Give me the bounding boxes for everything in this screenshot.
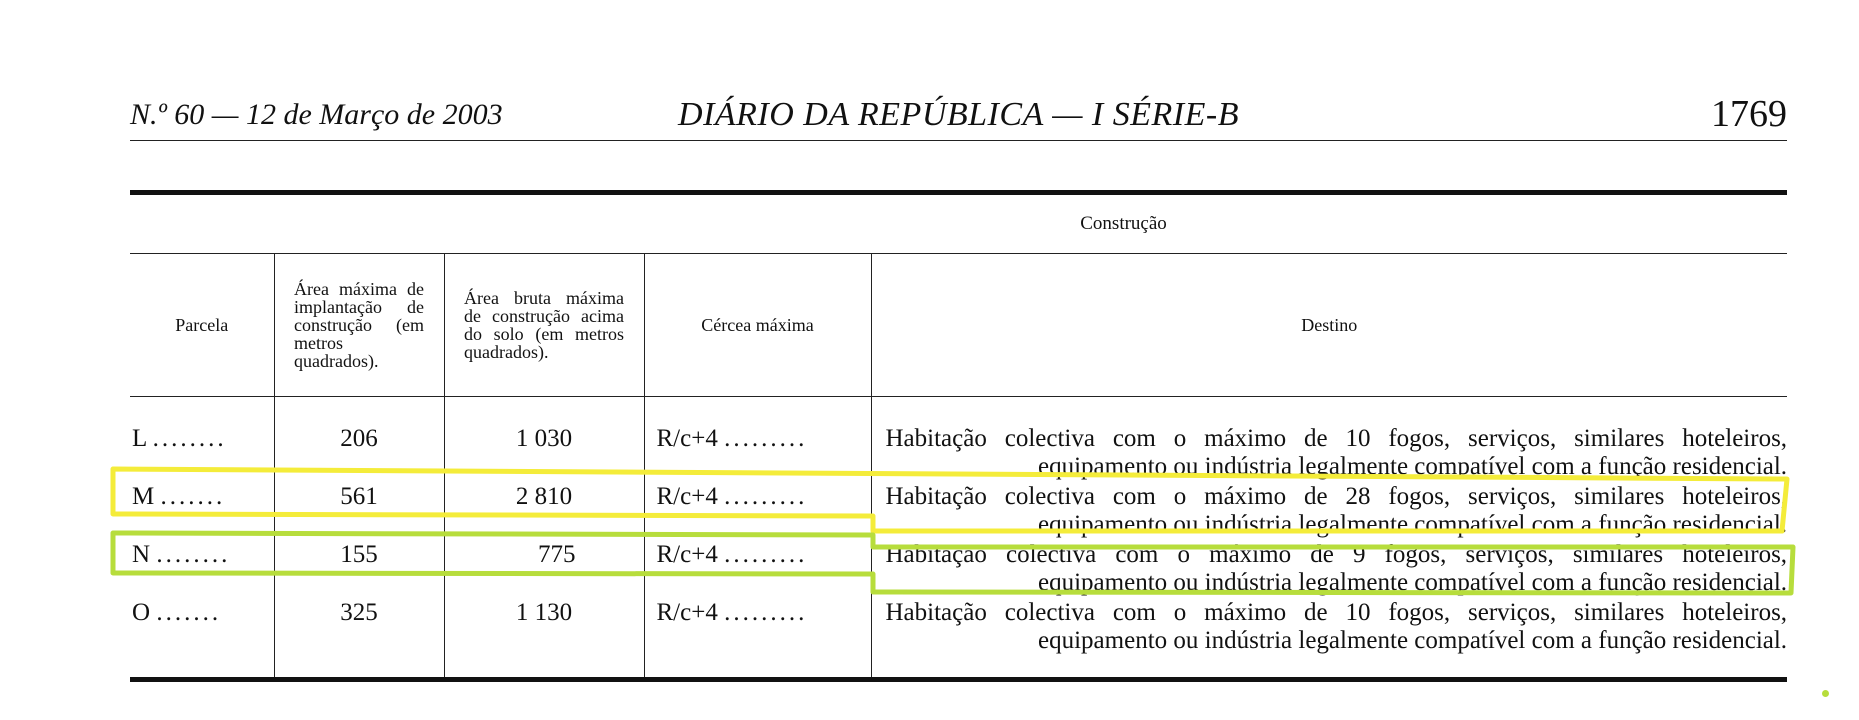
table-row [130,481,1787,539]
col-parcela: Parcela [130,254,274,397]
leader-dots: ......... [724,599,808,626]
col-destino: Destino [871,254,1787,397]
leader-dots: ......... [724,483,808,510]
group-header: Construção [130,193,1787,254]
destino-cell: Habitação colectiva com o máximo de 9 fogos, serviços, similares hoteleiros, equipamento ou indústria legalmente compatível com a função residencial. [885,541,1788,596]
publication-title: DIÁRIO DA REPÚBLICA — I SÉRIE-B [678,96,1239,133]
table-row [130,397,1787,482]
leader-dots: ....... [156,599,222,626]
cercea-cell: R/c+4 [656,541,718,568]
col-area-bruta: Área bruta máxima de construção acima do solo (em metros quadrados). [444,254,644,397]
construction-table [130,190,1787,682]
destino-cell: Habitação colectiva com o máximo de 10 fogos, serviços, similares hoteleiros, equipamento ou indústria legalmente compatível com a função residencial. [885,425,1788,480]
area-implantacao-cell: 206 [274,397,444,482]
issue-date: N.º 60 — 12 de Março de 2003 [130,98,503,131]
destino-cell: Habitação colectiva com o máximo de 28 fogos, serviços, similares hoteleiros, equipamento ou indústria legalmente compatível com a função residencial. [885,483,1788,538]
cercea-cell: R/c+4 [656,599,718,626]
green-dot-mark [1822,690,1829,697]
destino-cell: Habitação colectiva com o máximo de 10 fogos, serviços, similares hoteleiros, equipamento ou indústria legalmente compatível com a função residencial. [885,599,1788,654]
leader-dots: ....... [160,483,226,510]
area-implantacao-cell: 155 [274,539,444,597]
area-bruta-cell: 775 [444,539,644,597]
area-bruta-cell: 2 810 [444,481,644,539]
col-cercea: Cércea máxima [644,254,871,397]
area-bruta-cell: 1 130 [444,597,644,680]
page-header [130,88,1787,141]
leader-dots: ........ [152,425,227,452]
table-row [130,597,1787,680]
table-row [130,539,1787,597]
leader-dots: ......... [724,425,808,452]
parcela-cell: L [132,425,147,452]
leader-dots: ........ [156,541,231,568]
area-implantacao-cell: 325 [274,597,444,680]
cercea-cell: R/c+4 [656,483,718,510]
cercea-cell: R/c+4 [656,425,718,452]
page-number: 1769 [1711,93,1787,135]
leader-dots: ......... [724,541,808,568]
parcela-cell: N [132,541,151,568]
area-bruta-cell: 1 030 [444,397,644,482]
construction-table-wrap [130,190,1787,682]
parcela-cell: M [132,483,155,510]
parcela-cell: O [132,599,151,626]
area-implantacao-cell: 561 [274,481,444,539]
col-area-implantacao: Área máxima de implantação de construção (em metros quadrados). [274,254,444,397]
